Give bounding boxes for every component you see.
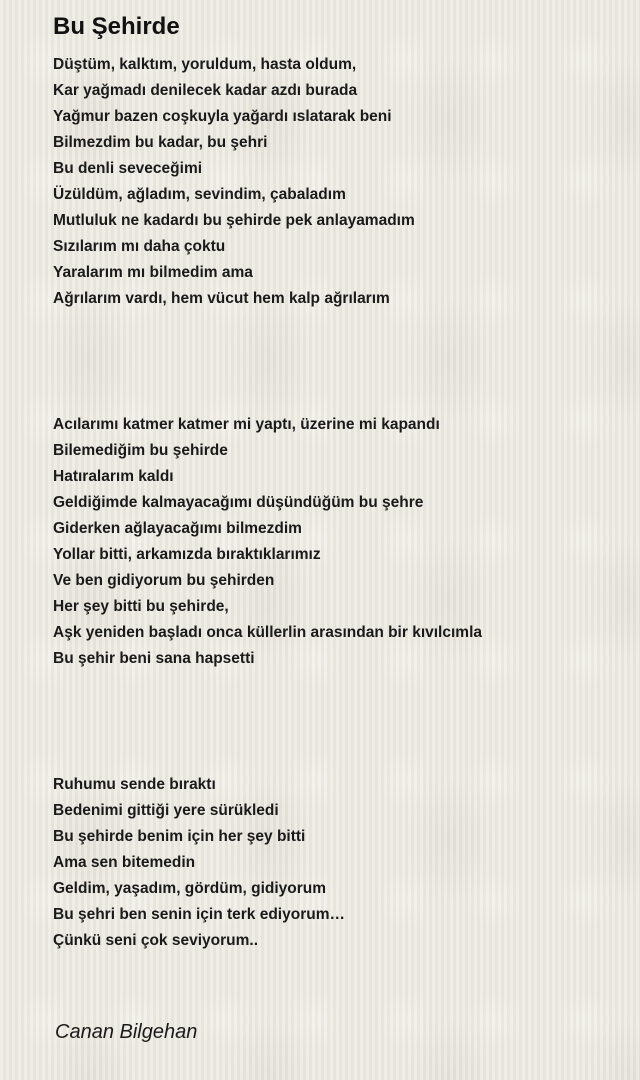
poem-line: Bedenimi gittiği yere sürükledi: [53, 802, 279, 819]
poem-line: Geldim, yaşadım, gördüm, gidiyorum: [53, 880, 327, 897]
poem-line: Yağmur bazen coşkuyla yağardı ıslatarak beni: [53, 108, 392, 125]
poem-line: Her şey bitti bu şehirde,: [53, 598, 229, 615]
poem-line: Sızılarım mı daha çoktu: [53, 238, 226, 255]
poem-line: Hatıralarım kaldı: [53, 468, 174, 485]
poem-line: Bilemediğim bu şehirde: [53, 442, 228, 459]
poem-line: Ama sen bitemedin: [53, 854, 196, 871]
stanza-1: [53, 52, 415, 312]
poem-line: Yollar bitti, arkamızda bıraktıklarımız: [53, 546, 321, 563]
poem-line: Giderken ağlayacağımı bilmezdim: [53, 520, 302, 537]
poem-line: Geldiğimde kalmayacağımı düşündüğüm bu şehre: [53, 494, 424, 511]
stanza-3: [53, 772, 345, 954]
poem-line: Bu şehirde benim için her şey bitti: [53, 828, 306, 845]
poem-line: Bu şehri ben senin için terk ediyorum…: [53, 906, 345, 923]
poem-line: Ruhumu sende bıraktı: [53, 776, 216, 793]
author-name: Canan Bilgehan: [55, 1021, 198, 1043]
stanza-2: [53, 412, 482, 672]
poem-line: Aşk yeniden başladı onca küllerlin arasından bir kıvılcımla: [53, 624, 482, 641]
poem-line: Bilmezdim bu kadar, bu şehri: [53, 134, 268, 151]
poem-line: Bu denli seveceğimi: [53, 160, 203, 177]
poem-line: Acılarımı katmer katmer mi yaptı, üzerine mi kapandı: [53, 416, 440, 433]
poem-line: Ve ben gidiyorum bu şehirden: [53, 572, 275, 589]
poem-line: Yaralarım mı bilmedim ama: [53, 264, 253, 281]
poem-line: Ağrılarım vardı, hem vücut hem kalp ağrılarım: [53, 290, 390, 307]
poem-line: Bu şehir beni sana hapsetti: [53, 650, 255, 667]
poem-line: Çünkü seni çok seviyorum..: [53, 932, 259, 949]
poem-title: Bu Şehirde: [53, 13, 180, 40]
poem-line: Düştüm, kalktım, yoruldum, hasta oldum,: [53, 56, 357, 73]
poem-line: Üzüldüm, ağladım, sevindim, çabaladım: [53, 186, 346, 203]
poem-line: Mutluluk ne kadardı bu şehirde pek anlayamadım: [53, 212, 415, 229]
poem-line: Kar yağmadı denilecek kadar azdı burada: [53, 82, 358, 99]
